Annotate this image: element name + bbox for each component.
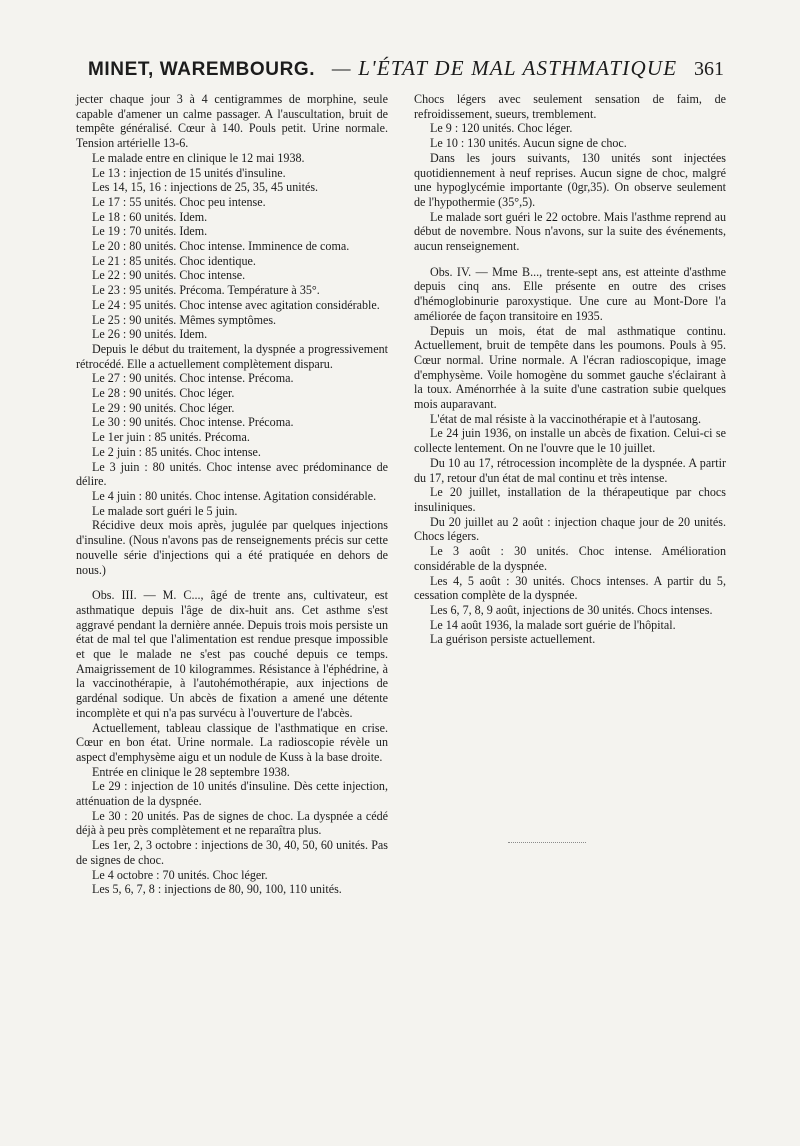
paragraph: Récidive deux mois après, jugulée par quelques injections d'insuline. (Nous n'avons pas de renseignements précis sur cette nouvelle série d'injections qui a été pratiquée en dehors de nous.)	[76, 518, 388, 577]
paragraph: Le 20 juillet, installation de la thérapeutique par chocs insuliniques.	[414, 485, 726, 514]
section-divider	[508, 842, 586, 843]
paragraph: Le 30 : 20 unités. Pas de signes de choc. La dyspnée a cédé déjà à peu près complètement et ne reparaîtra plus.	[76, 808, 388, 838]
paragraph: Dans les jours suivants, 130 unités sont injectées quotidiennement à neuf reprises. Aucun signe de choc, malgré une hypoglycémie importante (0gr,35). On observe seulement de l'hypothermie (35°,5).	[414, 150, 726, 209]
running-head-title	[332, 56, 677, 81]
paragraph: Le 17 : 55 unités. Choc peu intense.	[92, 194, 266, 209]
left-column	[76, 92, 388, 897]
paragraph: Le 30 : 90 unités. Choc intense. Précoma.	[92, 415, 294, 430]
paragraph: Le 23 : 95 unités. Précoma. Température à 35°.	[92, 283, 320, 298]
paragraph: Les 1er, 2, 3 octobre : injections de 30, 40, 50, 60 unités. Pas de signes de choc.	[76, 838, 388, 867]
paragraph: Le 3 juin : 80 unités. Choc intense avec prédominance de délire.	[76, 459, 388, 489]
paragraph: Chocs légers avec seulement sensation de faim, de refroidissement, sueurs, tremblement.	[414, 92, 726, 121]
paragraph: Le 20 : 80 unités. Choc intense. Imminence de coma.	[92, 239, 350, 254]
paragraph: Actuellement, tableau classique de l'asthmatique en crise. Cœur en bon état. Urine normale. La radioscopie révèle un aspect d'emphysème aigu et un nodule de Kuss à la base droite.	[76, 720, 388, 764]
paragraph: Du 10 au 17, rétrocession incomplète de la dyspnée. A partir du 17, retour d'un état de mal continu et très intense.	[414, 455, 726, 485]
paragraph: Le malade sort guéri le 22 octobre. Mais l'asthme reprend au début de novembre. Nous n'avons, sur la suite des événements, aucun renseignement.	[414, 209, 726, 254]
paragraph: Les 4, 5 août : 30 unités. Chocs intenses. A partir du 5, cessation complète de la dyspnée.	[414, 573, 726, 603]
page-number: 361	[693, 58, 724, 80]
paragraph: Le 26 : 90 unités. Idem.	[92, 327, 208, 342]
running-head-dash: —	[331, 56, 352, 80]
paragraph: Depuis le début du traitement, la dyspnée a progressivement rétrocédé. Elle a actuellement complètement disparu.	[76, 341, 388, 371]
paragraph: Le 22 : 90 unités. Choc intense.	[92, 268, 246, 283]
paragraph: La guérison persiste actuellement.	[430, 632, 596, 647]
paragraph: Le malade sort guéri le 5 juin.	[92, 503, 238, 518]
paragraph: Le 25 : 90 unités. Mêmes symptômes.	[92, 312, 277, 327]
paragraph: L'état de mal résiste à la vaccinothérapie et à l'autosang.	[430, 411, 701, 426]
paragraph: Le 21 : 85 unités. Choc identique.	[92, 253, 256, 268]
paragraph: Les 6, 7, 8, 9 août, injections de 30 unités. Chocs intenses.	[430, 602, 713, 617]
running-head-title-text: L'ÉTAT DE MAL ASTHMATIQUE	[358, 56, 678, 80]
paragraph: Le 29 : 90 unités. Choc léger.	[92, 400, 235, 415]
paragraph: Le 1er juin : 85 unités. Précoma.	[92, 430, 250, 445]
paragraph: Obs. IV. — Mme B..., trente-sept ans, est atteinte d'asthme depuis cinq ans. Elle présente en outre des crises d'hémoglobinurie paroxystique. Une cure au Mont-Dore l'a améliorée de façon transitoire en 1935.	[414, 264, 726, 323]
paragraph: Depuis un mois, état de mal asthmatique continu. Actuellement, bruit de tempête dans les poumons. Pouls à 95. Cœur normal. Urine normale. A l'écran radioscopique, image d'emphysème. Voile homogène du sommet gauche s'éclairant à la toux. Aménorrhée à la suite d'une castration subie quelques mois auparavant.	[414, 323, 726, 412]
paragraph: Le 3 août : 30 unités. Choc intense. Amélioration considérable de la dyspnée.	[414, 544, 726, 573]
paragraph: Les 14, 15, 16 : injections de 25, 35, 45 unités.	[92, 180, 319, 195]
paragraph: Le 29 : injection de 10 unités d'insuline. Dès cette injection, atténuation de la dyspnée.	[76, 779, 388, 809]
paragraph: Le 4 octobre : 70 unités. Choc léger.	[92, 867, 268, 882]
paragraph: Le 24 juin 1936, on installe un abcès de fixation. Celui-ci se collecte lentement. On ne l'ouvre que le 10 juillet.	[414, 426, 726, 456]
right-column	[414, 92, 726, 647]
paragraph: Le malade entre en clinique le 12 mai 1938.	[92, 150, 305, 165]
paragraph: Le 27 : 90 unités. Choc intense. Précoma.	[92, 371, 294, 386]
paragraph: Le 14 août 1936, la malade sort guérie de l'hôpital.	[430, 617, 676, 632]
paragraph: Le 2 juin : 85 unités. Choc intense.	[92, 444, 261, 459]
paragraph: Obs. III. — M. C..., âgé de trente ans, cultivateur, est asthmatique depuis l'âge de dix-huit ans. Cet asthme s'est aggravé pendant la dernière année. Depuis trois mois persiste un état de mal tel que l'alimentation est rendue presque impossible et que le malade ne s'est pas couché depuis ce temps. Amaigrissement de 10 kilogrammes. Résistance à l'éphédrine, à la vaccinothérapie, à l'autohémothérapie, aux injections de gardénal sodique. Un abcès de fixation a amené une détente incomplète et qui n'a pas survécu à l'ouverture de l'abcès.	[76, 588, 388, 720]
paragraph: Le 10 : 130 unités. Aucun signe de choc.	[430, 136, 627, 151]
paragraph: Le 4 juin : 80 unités. Choc intense. Agitation considérable.	[92, 488, 377, 503]
running-head-authors: MINET, WAREMBOURG.	[88, 59, 316, 80]
paragraph: Le 28 : 90 unités. Choc léger.	[92, 386, 235, 401]
paragraph: Du 20 juillet au 2 août : injection chaque jour de 20 unités. Chocs légers.	[414, 514, 726, 544]
paragraph: Le 13 : injection de 15 unités d'insuline.	[92, 165, 286, 180]
paragraph: Entrée en clinique le 28 septembre 1938.	[92, 764, 290, 779]
paragraph: Le 19 : 70 unités. Idem.	[92, 224, 208, 239]
paragraph: Le 9 : 120 unités. Choc léger.	[430, 121, 573, 136]
paragraph: Les 5, 6, 7, 8 : injections de 80, 90, 100, 110 unités.	[92, 882, 342, 897]
paragraph: Le 18 : 60 unités. Idem.	[92, 209, 208, 224]
page-header	[88, 56, 724, 81]
paragraph: jecter chaque jour 3 à 4 centigrammes de morphine, seule capable d'amener un calme passager. A l'auscultation, bruit de tempête généralisé. Cœur à 140. Pouls petit. Urine normale. Tension artérielle 13-6.	[76, 92, 388, 151]
paragraph: Le 24 : 95 unités. Choc intense avec agitation considérable.	[92, 297, 380, 312]
